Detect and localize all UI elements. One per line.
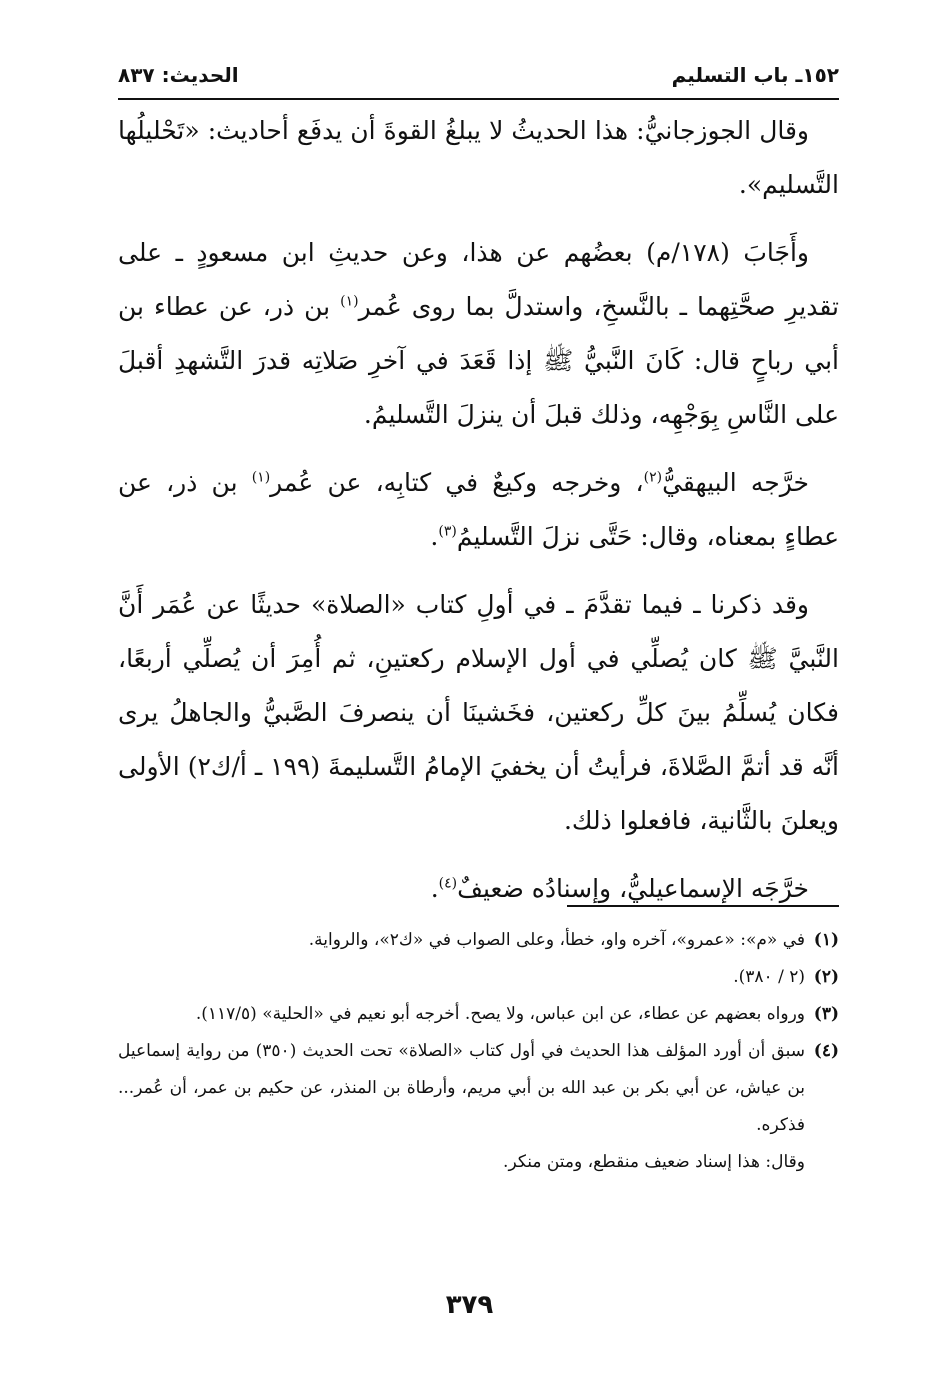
- paragraph-text: ، وخرجه وكيعٌ في كتابِه، عن عُمر: [270, 468, 644, 497]
- footnote-marker: (٣): [438, 523, 457, 540]
- footnote-text: وقال: هذا إسناد ضعيف منقطع، ومتن منكر.: [503, 1152, 805, 1172]
- paragraph-text: خرَّجَه الإسماعيليُّ، وإسنادُه ضعيفٌ: [457, 874, 809, 903]
- paragraph: [118, 104, 839, 212]
- paragraph: [118, 578, 839, 848]
- footnote-body: [118, 1033, 805, 1181]
- footnote-text: سبق أن أورد المؤلف هذا الحديث في أول كتاب «الصلاة» تحت الحديث (٣٥٠) من رواية إسماعيل بن عياش، عن أبي بكر بن عبد الله بن أبي مريم، وأرطاة بن المنذر، عن حكيم بن عمر، أن عُمر... فذكره.: [118, 1041, 805, 1135]
- footnote: [118, 1033, 839, 1181]
- paragraph-text: بن ذر، عن عطاءٍ بمعناه، وقال: حَتَّى نزلَ التَّسليمُ: [118, 468, 839, 551]
- paragraph-text: خرَّجه البيهقيُّ: [662, 468, 809, 497]
- footnote-text: (٢ / ٣٨٠).: [733, 967, 805, 987]
- footnote: [118, 996, 839, 1033]
- footnote-divider: [567, 905, 839, 907]
- footnotes-section: [118, 922, 839, 1181]
- running-header: [118, 58, 839, 92]
- footnote-marker: (١): [340, 293, 359, 310]
- paragraph-text: وقد ذكرنا ـ فيما تقدَّمَ ـ في أولِ كتاب «الصلاة» حديثًا عن عُمَر أَنَّ النَّبيَّ ﷺ كان يُصلِّي في أول الإسلام ركعتينِ، ثم أُمِرَ أن يُصلِّي أربعًا، فكان يُسلِّمُ بينَ كلِّ ركعتين، فخَشينَا أن ينصرفَ الصَّبيُّ والجاهلُ يرى أنَّه قد أتمَّ الصَّلاةَ، فرأيتُ أن يخفيَ الإمامُ التَّسليمةَ (١٩٩ ـ أ/ك٢) الأولى ويعلنَ بالثَّانية، فافعلوا ذلك.: [118, 590, 839, 835]
- main-text: [118, 104, 839, 916]
- paragraph: [118, 862, 839, 916]
- paragraph-text: .: [430, 874, 439, 903]
- paragraph-text: .: [430, 522, 439, 551]
- paragraph-text: وقال الجوزجانيُّ: هذا الحديثُ لا يبلغُ القوةَ أن يدفَع أحاديث: «تَحْليلُها التَّسليم».: [118, 116, 839, 199]
- footnote: [118, 922, 839, 959]
- footnote-body: [118, 922, 805, 959]
- footnote-marker: (٤): [438, 875, 458, 892]
- paragraph: [118, 226, 839, 442]
- chapter-title: ١٥٢ـ باب التسليم: [671, 63, 839, 87]
- footnote-marker: (١): [251, 469, 271, 486]
- footnote: [118, 959, 839, 996]
- paragraph-text: بن ذر، عن عطاء بن أبي رباحٍ قال: كَانَ النَّبيُّ ﷺ إذا قَعَدَ في آخرِ صَلاتِه قدرَ التَّشهدِ أقبلَ على النَّاسِ بِوَجْهِه، وذلك قبلَ أن ينزلَ التَّسليمُ.: [118, 292, 839, 429]
- footnote-body: [118, 959, 805, 996]
- footnote-text: في «م»: «عمرو»، آخره واو، خطأ، وعلى الصواب في «ك٢»، والرواية.: [308, 930, 805, 950]
- hadith-reference: الحديث: ٨٣٧: [118, 63, 239, 87]
- footnote-number: (٣): [813, 1004, 839, 1024]
- paragraph: [118, 456, 839, 564]
- footnote-marker: (٢): [643, 469, 663, 486]
- footnote-number: (٤): [813, 1041, 839, 1061]
- paragraph-text: وأَجَابَ (١٧٨/م) بعضُهم عن هذا، وعن حديثِ ابن مسعودٍ ـ على تقديرِ صحَّتِهما ـ بالنَّسخِ، واستدلَّ بما روى عُمر: [118, 238, 839, 321]
- page-number: ٣٧٩: [445, 1290, 494, 1320]
- footnote-number: (١): [813, 930, 839, 950]
- footnote-body: [118, 996, 805, 1033]
- header-divider: [118, 98, 839, 100]
- footnote-number: (٢): [813, 967, 839, 987]
- footnote-text: ورواه بعضهم عن عطاء، عن ابن عباس، ولا يصح. أخرجه أبو نعيم في «الحلية» (١١٧/٥).: [195, 1004, 805, 1024]
